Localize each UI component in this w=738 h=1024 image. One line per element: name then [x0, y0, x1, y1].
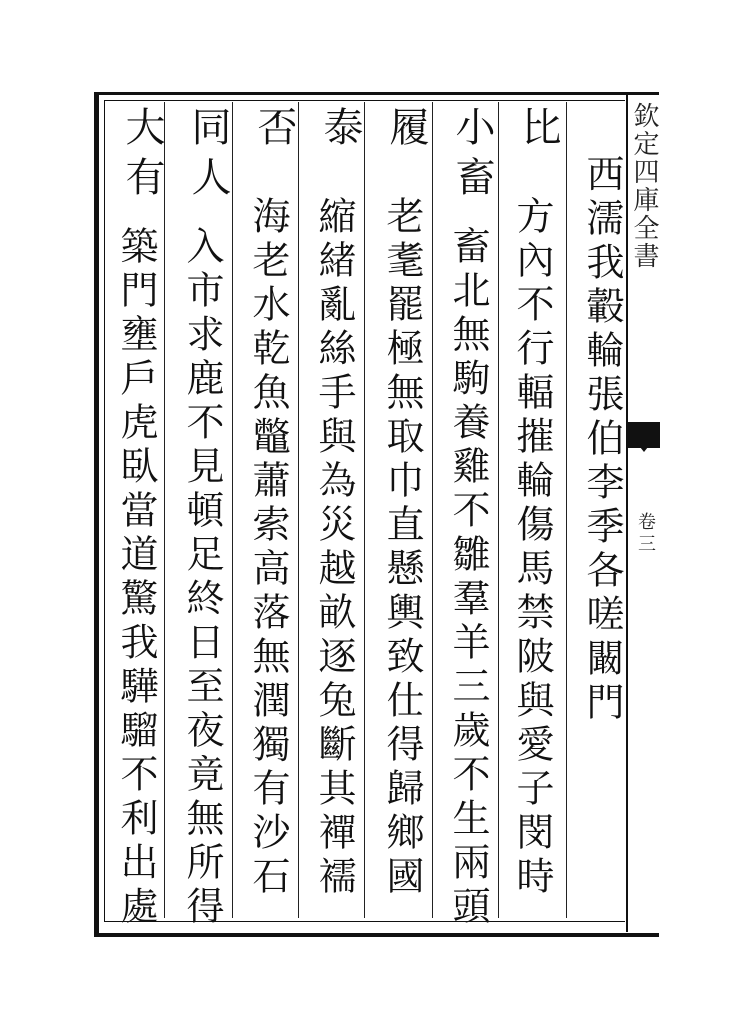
text-column: 海老水乾魚鼈蕭索高落無潤獨有沙石 — [246, 196, 290, 900]
hexagram-name: 履 — [383, 106, 429, 156]
hexagram-name: 否 — [251, 106, 297, 156]
column-rule — [232, 102, 233, 918]
hexagram-name: 小畜 — [449, 106, 495, 206]
text-column: 縮緒亂絲手與為災越畝逐兔斷其襌襦 — [312, 196, 356, 900]
hexagram-name: 比 — [515, 106, 561, 156]
text-column: 畜北無駒養雞不雛羣羊三歲不生兩頭 — [446, 226, 490, 930]
text-column: 方內不行輻摧輪傷馬禁陂與愛子閔時 — [510, 196, 554, 900]
fishtail-mark — [628, 422, 660, 448]
hexagram-name: 泰 — [317, 106, 363, 156]
margin-strip — [626, 92, 660, 932]
column-rule — [432, 102, 433, 918]
hexagram-name: 同人 — [185, 106, 231, 206]
column-rule — [298, 102, 299, 918]
text-column: 入市求鹿不見頓足終日至夜竟無所得 — [180, 226, 224, 930]
margin-rule — [626, 92, 628, 932]
hexagram-name: 大有 — [119, 106, 165, 206]
margin-book-title: 欽定四庫全書 — [629, 102, 659, 270]
column-rule — [566, 102, 567, 918]
text-column-continuation: 西濡我轂輪張伯李季各嗟闞門 — [580, 154, 624, 726]
margin-volume-number: 卷三 — [635, 512, 656, 556]
column-rule — [164, 102, 165, 918]
column-rule — [364, 102, 365, 918]
text-column: 老耄罷極無取巾直懸輿致仕得歸鄉國 — [380, 196, 424, 900]
text-column: 築門壅戶虎臥當道驚我驊騮不利出處 — [114, 226, 158, 930]
column-rule — [498, 102, 499, 918]
